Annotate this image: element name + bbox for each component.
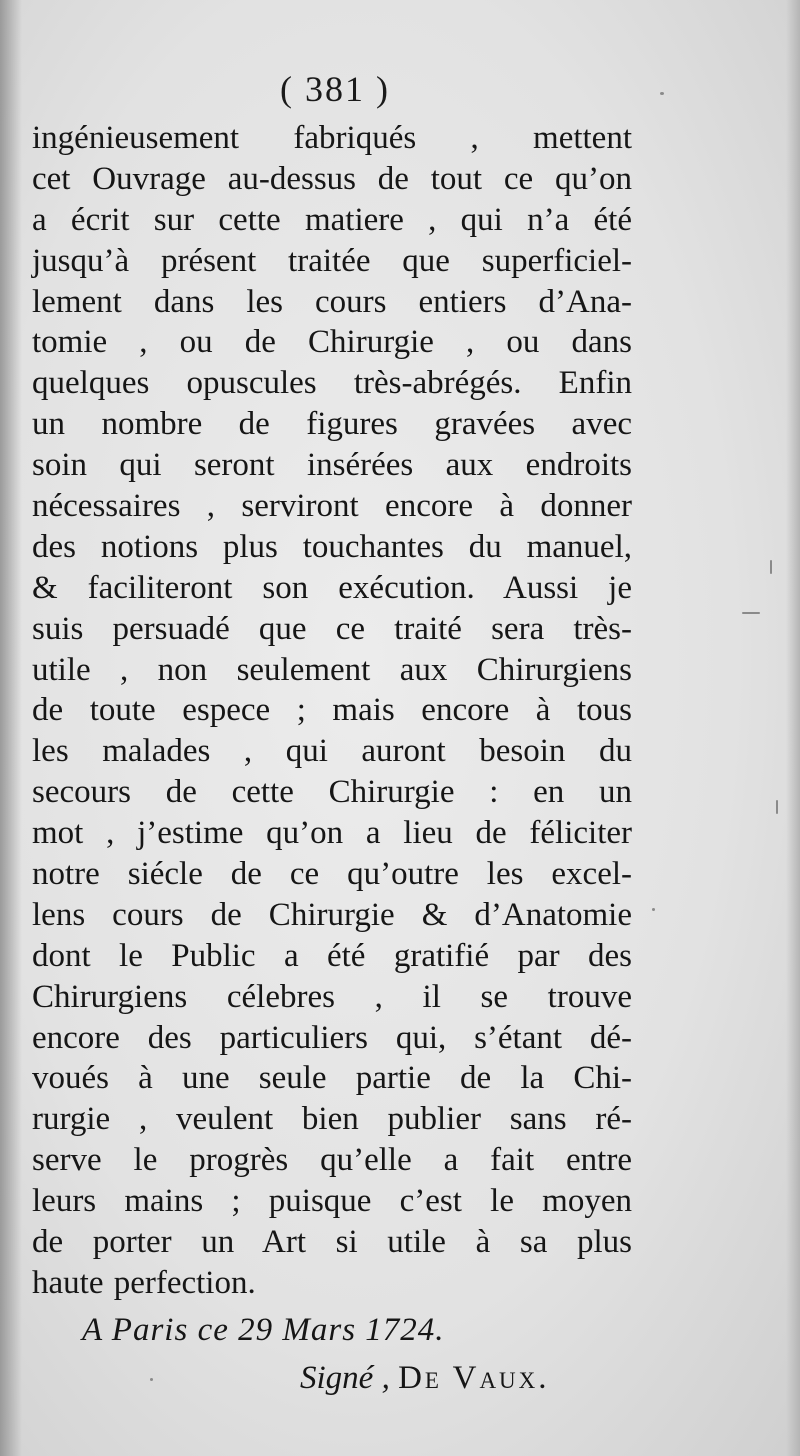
text-line: de porter un Art si utile à sa plus xyxy=(32,1224,632,1261)
text-line-last: haute perfection. xyxy=(32,1264,256,1301)
paper-speck xyxy=(742,612,760,614)
text-line: ingénieusement fabriqués , mettent xyxy=(32,120,632,156)
text-line: serve le progrès qu’elle a fait entre xyxy=(32,1142,632,1179)
text-line: lens cours de Chirurgie & d’Anatomie xyxy=(32,896,632,933)
text-line: des notions plus touchantes du manuel, xyxy=(32,528,632,565)
text-line: quelques opuscules très-abrégés. Enfin xyxy=(32,365,632,402)
signature-signed: Signé , xyxy=(300,1360,390,1396)
text-line: suis persuadé que ce traité sera très- xyxy=(32,610,632,647)
text-line: a écrit sur cette matiere , qui n’a été xyxy=(32,201,632,238)
paper-speck xyxy=(770,560,772,574)
paper-speck xyxy=(660,92,664,95)
text-line: les malades , qui auront besoin du xyxy=(32,733,632,770)
text-line: notre siécle de ce qu’outre les excel- xyxy=(32,856,632,893)
paper-speck xyxy=(776,800,778,814)
text-line: Chirurgiens célebres , il se trouve xyxy=(32,978,632,1015)
text-line: un nombre de figures gravées avec xyxy=(32,406,632,443)
text-line: rurgie , veulent bien publier sans ré- xyxy=(32,1101,632,1138)
signature xyxy=(300,1360,550,1397)
text-line: nécessaires , serviront encore à donner xyxy=(32,488,632,525)
body-text xyxy=(32,118,632,1304)
text-line: leurs mains ; puisque c’est le moyen xyxy=(32,1183,632,1220)
page-gutter-shadow xyxy=(0,0,22,1456)
page-number: ( 381 ) xyxy=(280,69,390,109)
page-edge xyxy=(786,0,800,1456)
text-line: tomie , ou de Chirurgie , ou dans xyxy=(32,324,632,361)
text-line: utile , non seulement aux Chirurgiens xyxy=(32,651,632,688)
text-line: soin qui seront insérées aux endroits xyxy=(32,447,632,484)
text-line: de toute espece ; mais encore à tous xyxy=(32,692,632,729)
text-line: mot , j’estime qu’on a lieu de féliciter xyxy=(32,815,632,852)
paper-speck xyxy=(150,1378,153,1381)
text-line: dont le Public a été gratifié par des xyxy=(32,937,632,974)
text-line: voués à une seule partie de la Chi- xyxy=(32,1060,632,1097)
text-line: & faciliteront son exécution. Aussi je xyxy=(32,569,632,606)
place-date: A Paris ce 29 Mars 1724. xyxy=(82,1312,445,1348)
signature-name: De Vaux. xyxy=(398,1360,550,1396)
text-line: jusqu’à présent traitée que superficiel- xyxy=(32,242,632,279)
paper-speck xyxy=(652,908,655,911)
text-line: encore des particuliers qui, s’étant dé- xyxy=(32,1019,632,1056)
text-line: cet Ouvrage au-dessus de tout ce qu’on xyxy=(32,160,632,197)
text-line: lement dans les cours entiers d’Ana- xyxy=(32,283,632,320)
text-line: secours de cette Chirurgie : en un xyxy=(32,774,632,811)
